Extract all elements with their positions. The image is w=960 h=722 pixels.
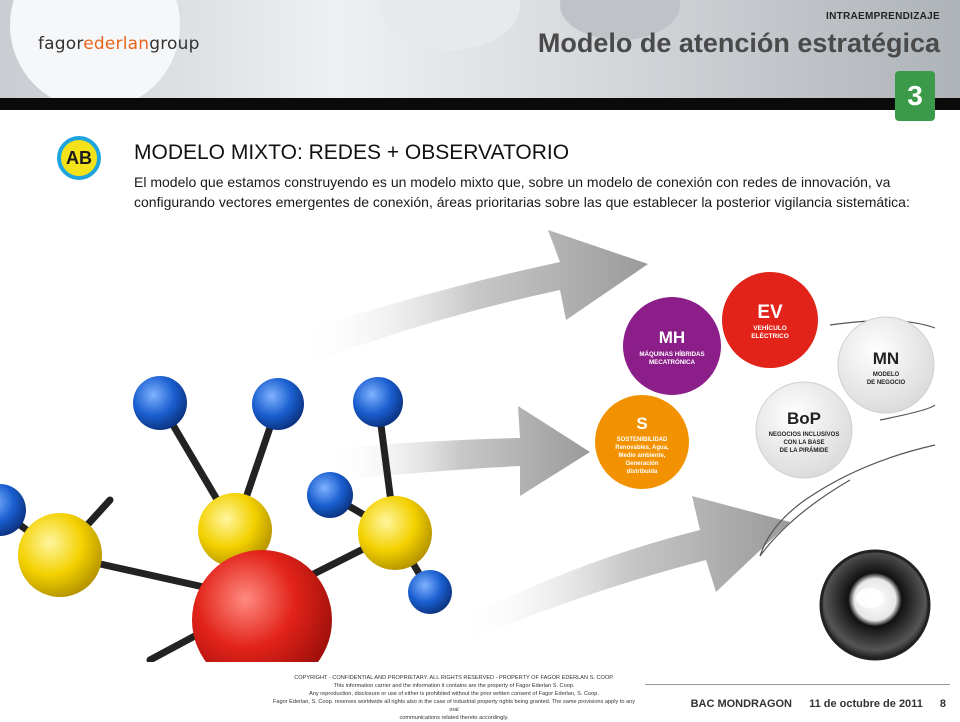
- area-acronym: EV: [757, 302, 783, 323]
- area-label: distribuida: [626, 469, 658, 475]
- section-body: El modelo que estamos construyendo es un modelo mixto que, sobre un modelo de conexión con redes de innovación, va configurando vectores emergentes de conexión, áreas prioritarias sobre las que establecer la posterior vigilancia sistemática:: [134, 174, 910, 210]
- area-label: CON LA BASE: [783, 440, 825, 446]
- area-label: Generación: [625, 461, 659, 467]
- area-label: DE NEGOCIO: [866, 380, 906, 386]
- footer-org: BAC MONDRAGON: [690, 698, 793, 710]
- strategy-illustration: [0, 222, 960, 662]
- area-label: NEGOCIOS INCLUSIVOS: [768, 432, 840, 438]
- section-title: MODELO MIXTO: REDES + OBSERVATORIO: [134, 141, 570, 164]
- header-kicker: INTRAEMPRENDIZAJE: [826, 11, 940, 22]
- header-divider: [0, 98, 960, 110]
- area-acronym: MH: [658, 328, 686, 347]
- area-circle-ev: [722, 272, 818, 368]
- arrow-top: [300, 230, 648, 360]
- company-logo: fagorederlangroup: [38, 34, 200, 54]
- area-circle-mn: [838, 317, 934, 413]
- area-label: SOSTENIBILIDAD: [616, 437, 668, 443]
- header-banner: [0, 0, 960, 98]
- footer-date: 11 de octubre de 2011: [809, 698, 923, 710]
- section-badge: AB: [57, 136, 101, 180]
- area-acronym: S: [636, 414, 648, 433]
- footer-divider: [645, 684, 950, 685]
- area-label: ELÉCTRICO: [751, 333, 789, 340]
- area-label: MÁQUINAS HÍBRIDAS: [639, 351, 705, 358]
- page-number: 8: [939, 698, 946, 710]
- header-decor: [380, 0, 520, 50]
- copyright-notice: COPYRIGHT - CONFIDENTIAL AND PROPRIETARY. ALL RIGHTS RESERVED - PROPERTY OF FAGOR EDERLAN S. COOP. This information carrier and the information it contains are the property of Fagor Ederlan S. Coop. Any reproduction, disclosure or use of either is prohibited without the prior written consent of Fagor Ederlan, S. Coop. Fagor Ederlan, S. Coop. reserves worldwide all rights also in the case of industrial property rights being granted. The same provisions apply to any oral communications related thereto accordingly.: [272, 675, 636, 721]
- area-label: DE LA PIRÁMIDE: [779, 448, 829, 454]
- page-title: Modelo de atención estratégica: [537, 28, 940, 58]
- area-label: Renovables, Agua,: [615, 445, 669, 451]
- area-label: MECATRÓNICA: [649, 359, 695, 366]
- area-circle-s: [595, 395, 689, 489]
- area-acronym: MN: [872, 349, 900, 368]
- footer: [691, 698, 946, 710]
- area-acronym: BoP: [787, 409, 821, 428]
- observatory-eye-icon: [821, 551, 929, 659]
- molecule-network-icon: [0, 376, 452, 662]
- area-circle-bop: [756, 382, 852, 478]
- area-label: MODELO: [872, 372, 900, 378]
- section-number-badge: 3: [895, 71, 935, 121]
- area-circle-mh: [623, 297, 721, 395]
- area-label: Medio ambiente,: [618, 453, 666, 459]
- arrow-bottom: [460, 496, 790, 640]
- area-label: VEHÍCULO: [753, 325, 787, 332]
